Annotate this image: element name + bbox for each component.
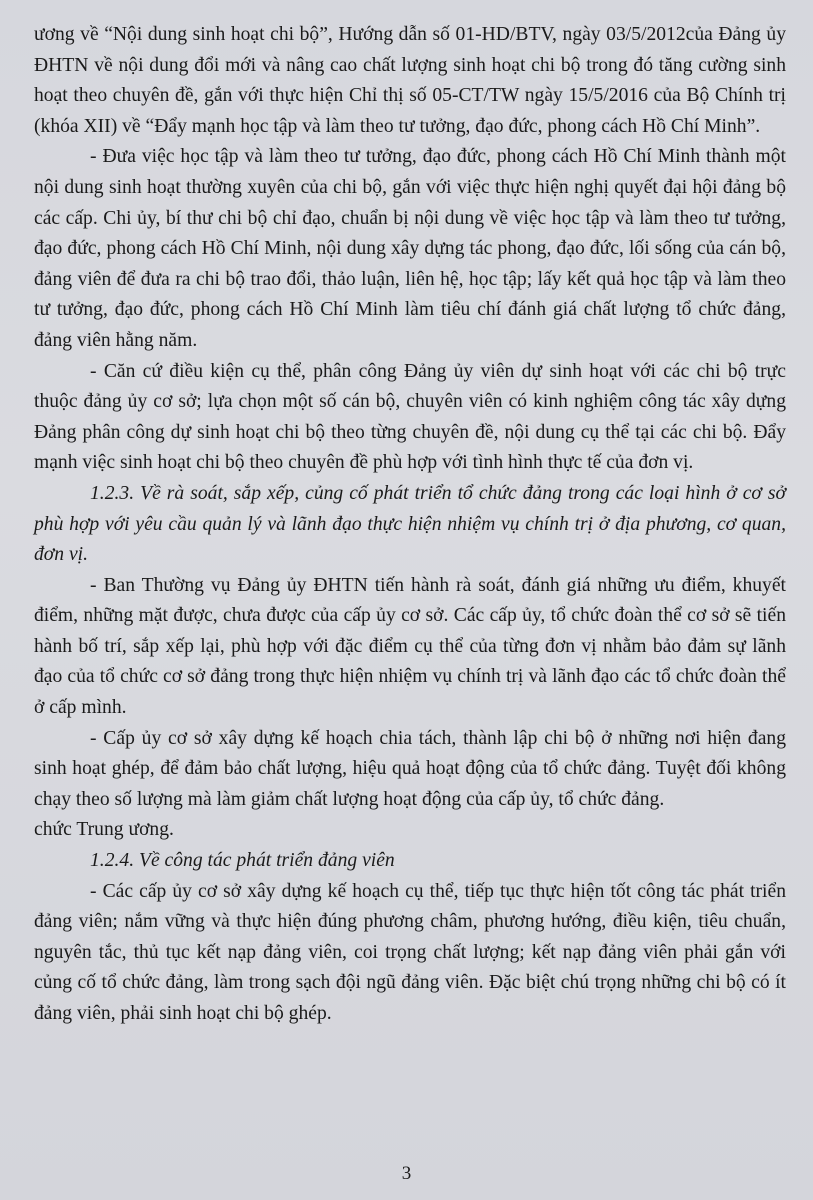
stray-line: chức Trung ương. <box>34 819 174 841</box>
paragraph-party-committee-assignment: - Căn cứ điều kiện cụ thể, phân công Đảng ủy viên dự sinh hoạt với các chi bộ trực thuộc đảng ủy cơ sở; lựa chọn một số cán bộ, chuyên viên có kinh nghiệm công tác xây dựng Đảng phân công dự sinh hoạt chi bộ theo từng chuyên đề, nội dung cụ thể tại các chi bộ. Đẩy mạnh việc sinh hoạt chi bộ theo chuyên đề phù hợp với tình hình thực tế của đơn vị. <box>34 360 786 474</box>
section-heading-1-2-3: 1.2.3. Về rà soát, sắp xếp, củng cố phát triển tổ chức đảng trong các loại hình ở cơ sở phù hợp với yêu cầu quản lý và lãnh đạo thực hiện nhiệm vụ chính trị ở địa phương, cơ quan, đơn vị. <box>34 482 786 566</box>
paragraph-continuation: ương về “Nội dung sinh hoạt chi bộ”, Hướng dẫn số 01-HD/BTV, ngày 03/5/2012của Đảng ủy ĐHTN về nội dung đổi mới và nâng cao chất lượng sinh hoạt chi bộ trong đó tăng cường sinh hoạt theo chuyên đề, gắn với thực hiện Chỉ thị số 05-CT/TW ngày 15/5/2016 của Bộ Chính trị (khóa XII) về “Đẩy mạnh học tập và làm theo tư tưởng, đạo đức, phong cách Hồ Chí Minh”. <box>34 24 786 137</box>
paragraph-member-development: - Các cấp ủy cơ sở xây dựng kế hoạch cụ thể, tiếp tục thực hiện tốt công tác phát triển đảng viên; nắm vững và thực hiện đúng phương châm, phương hướng, điều kiện, tiêu chuẩn, nguyên tắc, thủ tục kết nạp đảng viên, coi trọng chất lượng; kết nạp đảng viên phải gắn với củng cố tổ chức đảng, làm trong sạch đội ngũ đảng viên. Đặc biệt chú trọng những chi bộ có ít đảng viên, phải sinh hoạt chi bộ ghép. <box>34 880 786 1024</box>
document-body <box>34 20 786 1030</box>
paragraph-standing-committee-review: - Ban Thường vụ Đảng ủy ĐHTN tiến hành rà soát, đánh giá những ưu điểm, khuyết điểm, những mặt được, chưa được của cấp ủy cơ sở. Các cấp ủy, tổ chức đoàn thể cơ sở sẽ tiến hành bố trí, sắp xếp lại, phù hợp với đặc điểm cụ thể của từng đơn vị nhằm bảo đảm sự lãnh đạo của tổ chức cơ sở đảng trong thực hiện nhiệm vụ chính trị và lãnh đạo các tổ chức đoàn thể ở cấp mình. <box>34 574 786 719</box>
paragraph-branch-separation: - Cấp ủy cơ sở xây dựng kế hoạch chia tách, thành lập chi bộ ở những nơi hiện đang sinh hoạt ghép, để đảm bảo chất lượng, hiệu quả hoạt động của tổ chức đảng. Tuyệt đối không chạy theo số lượng mà làm giảm chất lượng hoạt động của cấp ủy, tổ chức đảng. <box>34 727 786 810</box>
paragraph-ho-chi-minh-study: - Đưa việc học tập và làm theo tư tưởng, đạo đức, phong cách Hồ Chí Minh thành một nội dung sinh hoạt thường xuyên của chi bộ, gắn với việc thực hiện nghị quyết đại hội đảng bộ các cấp. Chi ủy, bí thư chi bộ chỉ đạo, chuẩn bị nội dung về việc học tập và làm theo tư tưởng, đạo đức, phong cách Hồ Chí Minh, nội dung xây dựng tác phong, đạo đức, lối sống của cán bộ, đảng viên để đưa ra chi bộ trao đổi, thảo luận, liên hệ, học tập; lấy kết quả học tập và làm theo tư tưởng, đạo đức, phong cách Hồ Chí Minh làm tiêu chí đánh giá chất lượng tổ chức đảng, đảng viên hằng năm. <box>34 146 786 351</box>
page-number: 3 <box>401 1163 412 1184</box>
section-heading-1-2-4: 1.2.4. Về công tác phát triển đảng viên <box>90 850 395 872</box>
